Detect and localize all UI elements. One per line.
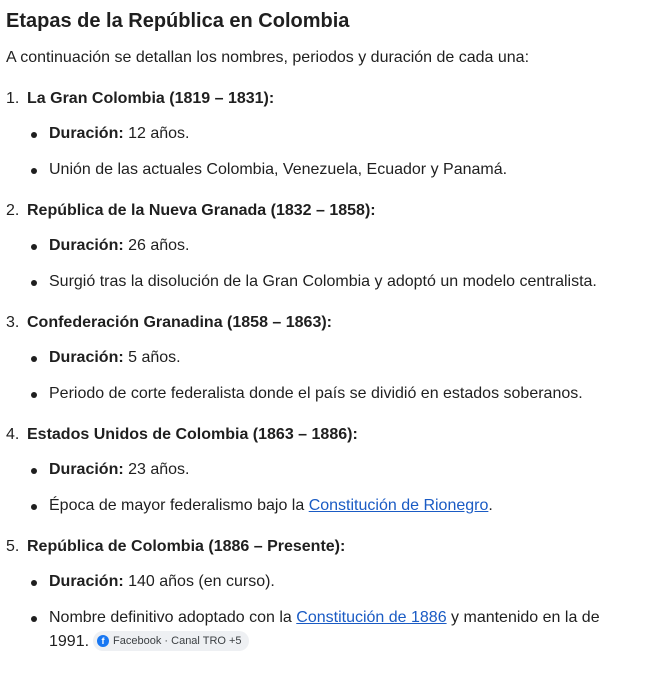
bullet-duration <box>6 570 609 594</box>
bullet-note <box>6 270 609 294</box>
bullet-note <box>6 606 609 654</box>
list-number: 4. <box>6 426 20 443</box>
bullet-note <box>6 494 609 518</box>
bullet-note <box>6 382 609 406</box>
duration-label: Duración: <box>49 125 124 142</box>
page-title: Etapas de la República en Colombia <box>6 10 350 32</box>
section-heading <box>6 201 656 221</box>
section-title: Confederación Granadina (1858 – 1863): <box>27 314 332 331</box>
section-title: República de Colombia (1886 – Presente): <box>27 538 346 555</box>
list-item <box>6 201 656 294</box>
section-heading <box>6 313 656 333</box>
note-text: Unión de las actuales Colombia, Venezuela, Ecuador y Panamá. <box>49 161 508 178</box>
section-title: La Gran Colombia (1819 – 1831): <box>27 90 275 107</box>
bullet-duration <box>6 458 609 482</box>
bullet-note <box>6 158 609 182</box>
bullet-duration <box>6 346 609 370</box>
section-heading <box>6 425 656 445</box>
source-chip[interactable] <box>93 631 249 651</box>
intro-text: A continuación se detallan los nombres, periodos y duración de cada una: <box>6 49 530 66</box>
duration-label: Duración: <box>49 349 124 366</box>
list-number: 2. <box>6 202 20 219</box>
list-number: 1. <box>6 90 20 107</box>
list-number: 5. <box>6 538 20 555</box>
facebook-icon: f <box>97 635 109 647</box>
list-item <box>6 537 656 654</box>
duration-value: 12 años. <box>123 125 190 142</box>
source-chip-label: Facebook · Canal TRO +5 <box>113 635 242 647</box>
list-item <box>6 313 656 406</box>
duration-label: Duración: <box>49 237 124 254</box>
duration-value: 140 años (en curso). <box>123 573 275 590</box>
note-text-end: . <box>488 497 493 514</box>
note-text: Nombre definitivo adoptado con la <box>49 609 297 626</box>
list-item <box>6 425 656 518</box>
duration-label: Duración: <box>49 461 124 478</box>
bullet-duration <box>6 122 609 146</box>
constitucion-rionegro-link[interactable]: Constitución de Rionegro <box>308 497 489 514</box>
section-heading <box>6 89 656 109</box>
duration-label: Duración: <box>49 573 124 590</box>
section-heading <box>6 537 656 557</box>
note-text: Surgió tras la disolución de la Gran Colombia y adoptó un modelo centralista. <box>49 273 597 290</box>
list-number: 3. <box>6 314 20 331</box>
section-title: Estados Unidos de Colombia (1863 – 1886): <box>27 426 358 443</box>
constitucion-1886-link[interactable]: Constitución de 1886 <box>296 609 447 626</box>
note-text-end: y mantenido en la de 1991. <box>49 609 600 650</box>
note-text: Época de mayor federalismo bajo la <box>49 497 309 514</box>
note-text: Periodo de corte federalista donde el país se dividió en estados soberanos. <box>49 385 583 402</box>
duration-value: 26 años. <box>123 237 190 254</box>
section-title: República de la Nueva Granada (1832 – 1858): <box>27 202 376 219</box>
duration-value: 23 años. <box>123 461 190 478</box>
duration-value: 5 años. <box>123 349 181 366</box>
bullet-duration <box>6 234 609 258</box>
list-item <box>6 89 656 182</box>
